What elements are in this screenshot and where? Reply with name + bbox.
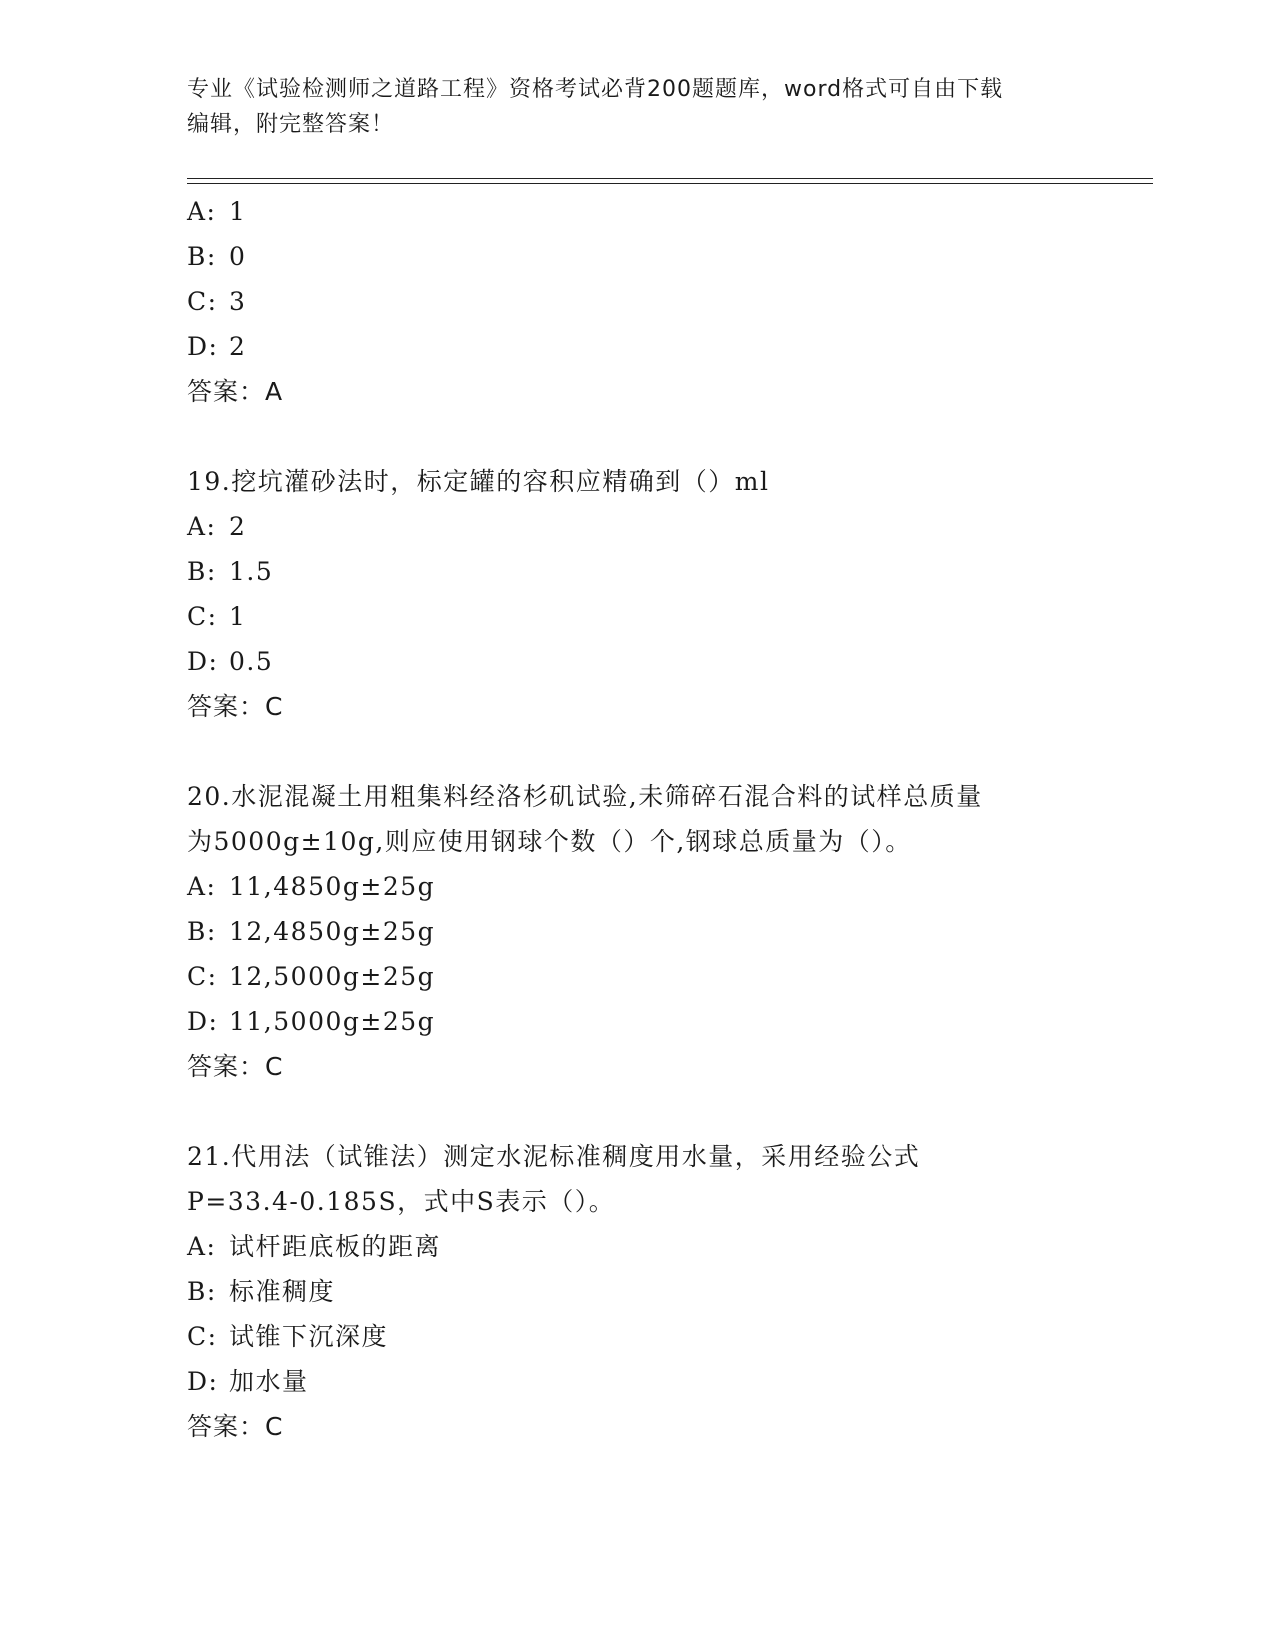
- q19-option-c: C: 1: [187, 602, 247, 631]
- q18-option-a: A: 1: [187, 197, 247, 226]
- q20-option-a: A: 11,4850g±25g: [187, 872, 436, 901]
- page-header: [187, 72, 1067, 142]
- header-rule-bottom: [187, 183, 1153, 184]
- header-line-1: 专业《试验检测师之道路工程》资格考试必背200题题库，word格式可自由下载: [187, 77, 1004, 102]
- q21-answer: 答案：C: [187, 1412, 284, 1441]
- q20-answer: 答案：C: [187, 1052, 284, 1081]
- q21-option-c: C: 试锥下沉深度: [187, 1322, 389, 1351]
- q19-option-a: A: 2: [187, 512, 247, 541]
- q21-option-a: A: 试杆距底板的距离: [187, 1232, 442, 1261]
- q18-option-b: B: 0: [187, 242, 247, 271]
- q18-option-d: D: 2: [187, 332, 247, 361]
- q19-question-line-1: 19.挖坑灌砂法时，标定罐的容积应精确到（）ml: [187, 467, 770, 496]
- q20-question-line-2: 为5000g±10g,则应使用钢球个数（）个,钢球总质量为（）。: [187, 827, 912, 856]
- header-rule-top: [187, 178, 1153, 179]
- q20-option-d: D: 11,5000g±25g: [187, 1007, 436, 1036]
- q21-question-line-1: 21.代用法（试锥法）测定水泥标准稠度用水量，采用经验公式: [187, 1142, 921, 1171]
- q21-question-line-2: P=33.4-0.185S，式中S表示（）。: [187, 1187, 616, 1216]
- q19-option-d: D: 0.5: [187, 647, 274, 676]
- q20-question-line-1: 20.水泥混凝土用粗集料经洛杉矶试验,未筛碎石混合料的试样总质量: [187, 782, 983, 811]
- q20-option-b: B: 12,4850g±25g: [187, 917, 436, 946]
- header-line-2: 编辑，附完整答案！: [187, 112, 395, 137]
- q21-option-b: B: 标准稠度: [187, 1277, 336, 1306]
- q21-option-d: D: 加水量: [187, 1367, 309, 1396]
- q18-answer: 答案：A: [187, 377, 284, 406]
- q19-option-b: B: 1.5: [187, 557, 274, 586]
- q20-option-c: C: 12,5000g±25g: [187, 962, 436, 991]
- q18-option-c: C: 3: [187, 287, 247, 316]
- q19-answer: 答案：C: [187, 692, 284, 721]
